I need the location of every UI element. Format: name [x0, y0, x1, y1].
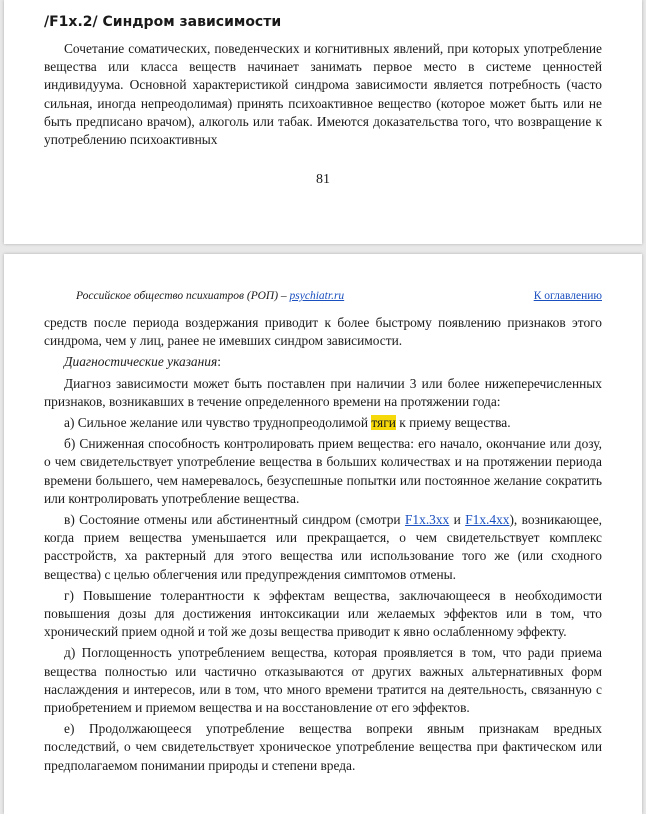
site-link[interactable]: psychiatr.ru — [289, 290, 345, 302]
diagnostic-heading — [44, 353, 602, 371]
header-org-text: Российское общество психиатров (РОП) – — [76, 290, 290, 302]
header-org — [76, 290, 344, 302]
diagnostic-heading-colon: : — [217, 354, 221, 370]
highlighted-word: тяги — [371, 415, 396, 431]
continuation-paragraph: средств после периода воздержания приводит к более быстрому появлению признаков этого синдрома, чем у лиц, ранее не имевших синдром зависимости. — [44, 315, 602, 349]
criterion-a-pre: а) Сильное желание или чувство труднопреодолимой — [64, 415, 372, 431]
criterion-e: д) Поглощенность употреблением вещества, которая проявляется в том, что ради приема вещества полностью или частично отказываются от других важных альтернативных форм наслаждения и интересов, или в том, что много времени тратится на деятельность, связанную с приобретением и приемом вещества и на восстановление от его эффектов. — [44, 645, 602, 716]
criterion-c-and: и — [449, 512, 466, 528]
intro-paragraph: Сочетание соматических, поведенческих и когнитивных явлений, при которых употребление вещества или класса веществ начинает занимать первое место в системе ценностей индивидуума. Основной характеристикой синдрома зависимости является потребность (часто сильная, иногда непреодолимая) принять психоактивное вещество (которое может быть или не быть предписано врачом), алкоголь или табак. Имеются доказательства того, что возвращение к употреблению психоактивных — [44, 41, 602, 148]
criterion-f: е) Продолжающееся употребление вещества вопреки явным признакам вредных последствий, о чем свидетельствует хроническое употребление вещества при фактическом или предполагаемом понимании природы и степени вреда. — [44, 721, 602, 773]
diagnostic-heading-text: Диагностические указания — [64, 354, 218, 370]
section-body — [44, 40, 602, 149]
criterion-a — [44, 414, 602, 432]
document-page-82 — [4, 254, 642, 814]
link-f1x3xx[interactable]: F1x.3xx — [404, 512, 450, 528]
link-f1x4xx[interactable]: F1x.4xx — [465, 512, 510, 528]
page-body — [44, 314, 602, 778]
section-heading: /F1x.2/ Синдром зависимости — [44, 14, 282, 30]
criterion-b: б) Сниженная способность контролировать прием вещества: его начало, окончание или дозу, о чем свидетельствует употребление вещества в больших количествах и на протяжении периода времени большего, чем намеревалось, безуспешные попытки или постоянное желание сократить или контролировать употребление вещества. — [44, 436, 602, 506]
page-number: 81 — [316, 172, 330, 187]
criterion-a-post: к приему вещества. — [395, 415, 511, 431]
toc-link[interactable]: К оглавлению — [533, 290, 602, 302]
criterion-d: г) Повышение толерантности к эффектам вещества, заключающееся в необходимости повышения дозы для достижения интоксикации или желаемых эффектов или в том, что хронический прием одной и той же дозы вещества приводит к явно ослабленному эффекту. — [44, 587, 602, 640]
document-page-81 — [4, 0, 642, 244]
criterion-c-pre: в) Состояние отмены или абстинентный синдром (смотри — [64, 512, 405, 528]
diagnostic-intro: Диагноз зависимости может быть поставлен при наличии 3 или более нижеперечисленных признаков, возникавших в течение определенного времени на протяжении года: — [44, 375, 602, 409]
criterion-c — [44, 511, 602, 584]
criterion-c-post: ), возникающее, когда прием вещества уменьшается или прекращается, о чем свидетельствует комплекс расстройств, ха рактерный для этого вещества или использование того же (или сходного вещества) с целью облегчения или предупреждения симптомов отмены. — [44, 512, 602, 582]
